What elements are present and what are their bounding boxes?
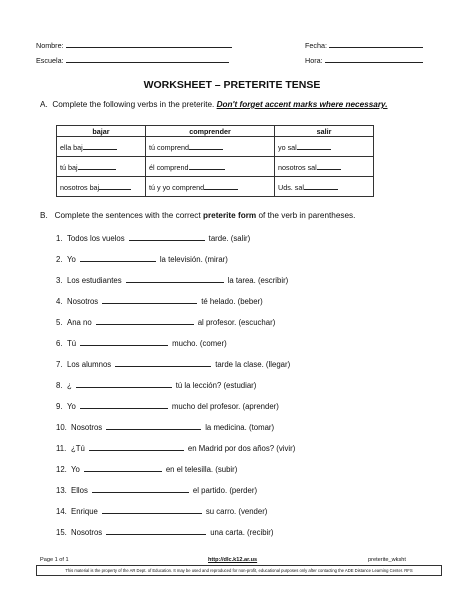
sentence-number: 6. (56, 339, 63, 348)
sentence-text-before: Nosotros (67, 297, 99, 306)
table-row (57, 157, 374, 177)
sentence-number: 15. (56, 528, 67, 537)
sentence-text-after: la tarea. (escribir) (227, 276, 289, 285)
answer-blank[interactable] (92, 485, 189, 493)
answer-blank[interactable] (106, 422, 201, 430)
sentence-number: 13. (56, 486, 67, 495)
sentence-text-before: ¿ (67, 381, 72, 390)
school-label: Escuela: (36, 56, 64, 65)
sentence-text-after: la medicina. (tomar) (205, 423, 275, 432)
sentence-number: 12. (56, 465, 67, 474)
answer-blank[interactable] (80, 254, 156, 262)
table-cell[interactable]: tú y yo comprend (146, 177, 275, 197)
sentence-number: 14. (56, 507, 67, 516)
section-a-instructions (40, 100, 410, 110)
answer-blank[interactable] (80, 401, 168, 409)
sentence-text-after: tú la lección? (estudiar) (175, 381, 257, 390)
sentence-text-before: Todos los vuelos (67, 234, 125, 243)
sentence-text-before: Los alumnos (67, 360, 112, 369)
sentence-text-after: tarde la clase. (llegar) (215, 360, 291, 369)
section-b-text-bold: preterite form (202, 211, 257, 220)
table-cell[interactable]: Uds. sal (275, 177, 374, 197)
sentence-item (56, 527, 273, 537)
sentence-item (56, 254, 228, 264)
sentence-number: 7. (56, 360, 63, 369)
sentence-number: 4. (56, 297, 63, 306)
answer-blank[interactable] (96, 317, 194, 325)
name-label: Nombre: (36, 41, 64, 50)
section-b-instructions (40, 211, 355, 220)
sentence-number: 2. (56, 255, 63, 264)
table-cell[interactable]: tú baj (57, 157, 146, 177)
sentence-text-before: Nosotros (71, 423, 103, 432)
sentence-number: 1. (56, 234, 63, 243)
sentence-number: 9. (56, 402, 63, 411)
sentence-text-after: su carro. (vender) (205, 507, 268, 516)
answer-blank[interactable] (102, 296, 197, 304)
verb-table (56, 125, 374, 197)
name-line[interactable] (66, 47, 232, 48)
section-b-letter: B. (40, 211, 48, 220)
sentence-item (56, 275, 288, 285)
answer-blank[interactable] (76, 380, 172, 388)
sentence-text-before: Yo (71, 465, 80, 474)
answer-blank[interactable] (84, 464, 162, 472)
sentence-item (56, 380, 256, 390)
sentence-text-before: Enrique (71, 507, 98, 516)
sentence-number: 11. (56, 444, 67, 453)
sentence-text-before: Yo (67, 402, 76, 411)
copyright-notice: This material is the property of the AR Dept. of Education. It may be used and reproduced for non-profit, educational purposes only after contacting the ADE Distance Learning Center. RFS (36, 565, 442, 576)
sentence-number: 10. (56, 423, 67, 432)
sentence-text-after: el partido. (perder) (192, 486, 258, 495)
answer-blank[interactable] (126, 275, 224, 283)
sentence-text-after: en el telesilla. (subir) (165, 465, 238, 474)
sentence-text-after: mucho. (comer) (172, 339, 227, 348)
sentence-number: 5. (56, 318, 63, 327)
verb-table-header (57, 126, 374, 137)
time-line[interactable] (325, 62, 423, 63)
sentence-text-after: tarde. (salir) (208, 234, 251, 243)
section-a-letter: A. (40, 100, 48, 109)
table-cell[interactable]: yo sal (275, 137, 374, 157)
time-field (305, 56, 423, 65)
section-b-text-after: of the verb in parentheses. (258, 211, 356, 220)
sentence-text-before: Yo (67, 255, 76, 264)
table-cell[interactable]: él comprend (146, 157, 275, 177)
sentence-text-before: Tú (67, 339, 77, 348)
sentence-text-after: mucho del profesor. (aprender) (171, 402, 279, 411)
section-a-text: Complete the following verbs in the preterite. (52, 100, 215, 109)
page-title: WORKSHEET – PRETERITE TENSE (143, 79, 321, 91)
table-cell[interactable]: tú comprend (146, 137, 275, 157)
section-b-text-before: Complete the sentences with the correct (54, 211, 201, 220)
name-field (36, 41, 232, 50)
sentence-item (56, 401, 279, 411)
sentence-number: 3. (56, 276, 63, 285)
sentence-text-before: Ana no (67, 318, 92, 327)
date-line[interactable] (329, 47, 423, 48)
answer-blank[interactable] (129, 233, 205, 241)
sentence-number: 8. (56, 381, 63, 390)
footer-file: preterite_wksht (368, 557, 406, 563)
sentence-item (56, 506, 267, 516)
table-row (57, 177, 374, 197)
sentence-text-after: una carta. (recibir) (210, 528, 274, 537)
sentence-text-after: té helado. (beber) (201, 297, 263, 306)
date-field (305, 41, 423, 50)
answer-blank[interactable] (102, 506, 202, 514)
answer-blank[interactable] (89, 443, 184, 451)
sentence-item (56, 296, 263, 306)
footer-page: Page 1 of 1 (40, 557, 69, 563)
sentence-text-before: ¿Tú (71, 444, 85, 453)
sentence-item (56, 485, 257, 495)
school-field (36, 56, 229, 65)
section-a-emphasis: Don't forget accent marks where necessary. (216, 100, 388, 109)
sentence-text-after: en Madrid por dos años? (vivir) (187, 444, 296, 453)
table-cell[interactable]: nosotros baj (57, 177, 146, 197)
sentence-text-before: Ellos (71, 486, 88, 495)
col-bajar: bajar (57, 126, 146, 137)
sentence-text-before: Los estudiantes (67, 276, 122, 285)
table-cell[interactable]: nosotros sal (275, 157, 374, 177)
sentence-text-before: Nosotros (71, 528, 103, 537)
table-cell[interactable]: ella baj (57, 137, 146, 157)
sentence-item (56, 338, 227, 348)
date-label: Fecha: (305, 41, 327, 50)
col-salir: salir (275, 126, 374, 137)
time-label: Hora: (305, 56, 323, 65)
sentence-item (56, 317, 275, 327)
answer-blank[interactable] (115, 359, 211, 367)
school-line[interactable] (66, 62, 229, 63)
table-row (57, 137, 374, 157)
sentence-item (56, 443, 295, 453)
sentence-text-after: al profesor. (escuchar) (197, 318, 276, 327)
col-comprender: comprender (146, 126, 275, 137)
answer-blank[interactable] (80, 338, 168, 346)
answer-blank[interactable] (106, 527, 206, 535)
sentence-item (56, 233, 250, 243)
sentence-item (56, 422, 274, 432)
sentence-text-after: la televisión. (mirar) (159, 255, 228, 264)
footer-url[interactable]: http://dlc.k12.ar.us (208, 557, 258, 563)
sentence-item (56, 464, 237, 474)
sentence-item (56, 359, 290, 369)
